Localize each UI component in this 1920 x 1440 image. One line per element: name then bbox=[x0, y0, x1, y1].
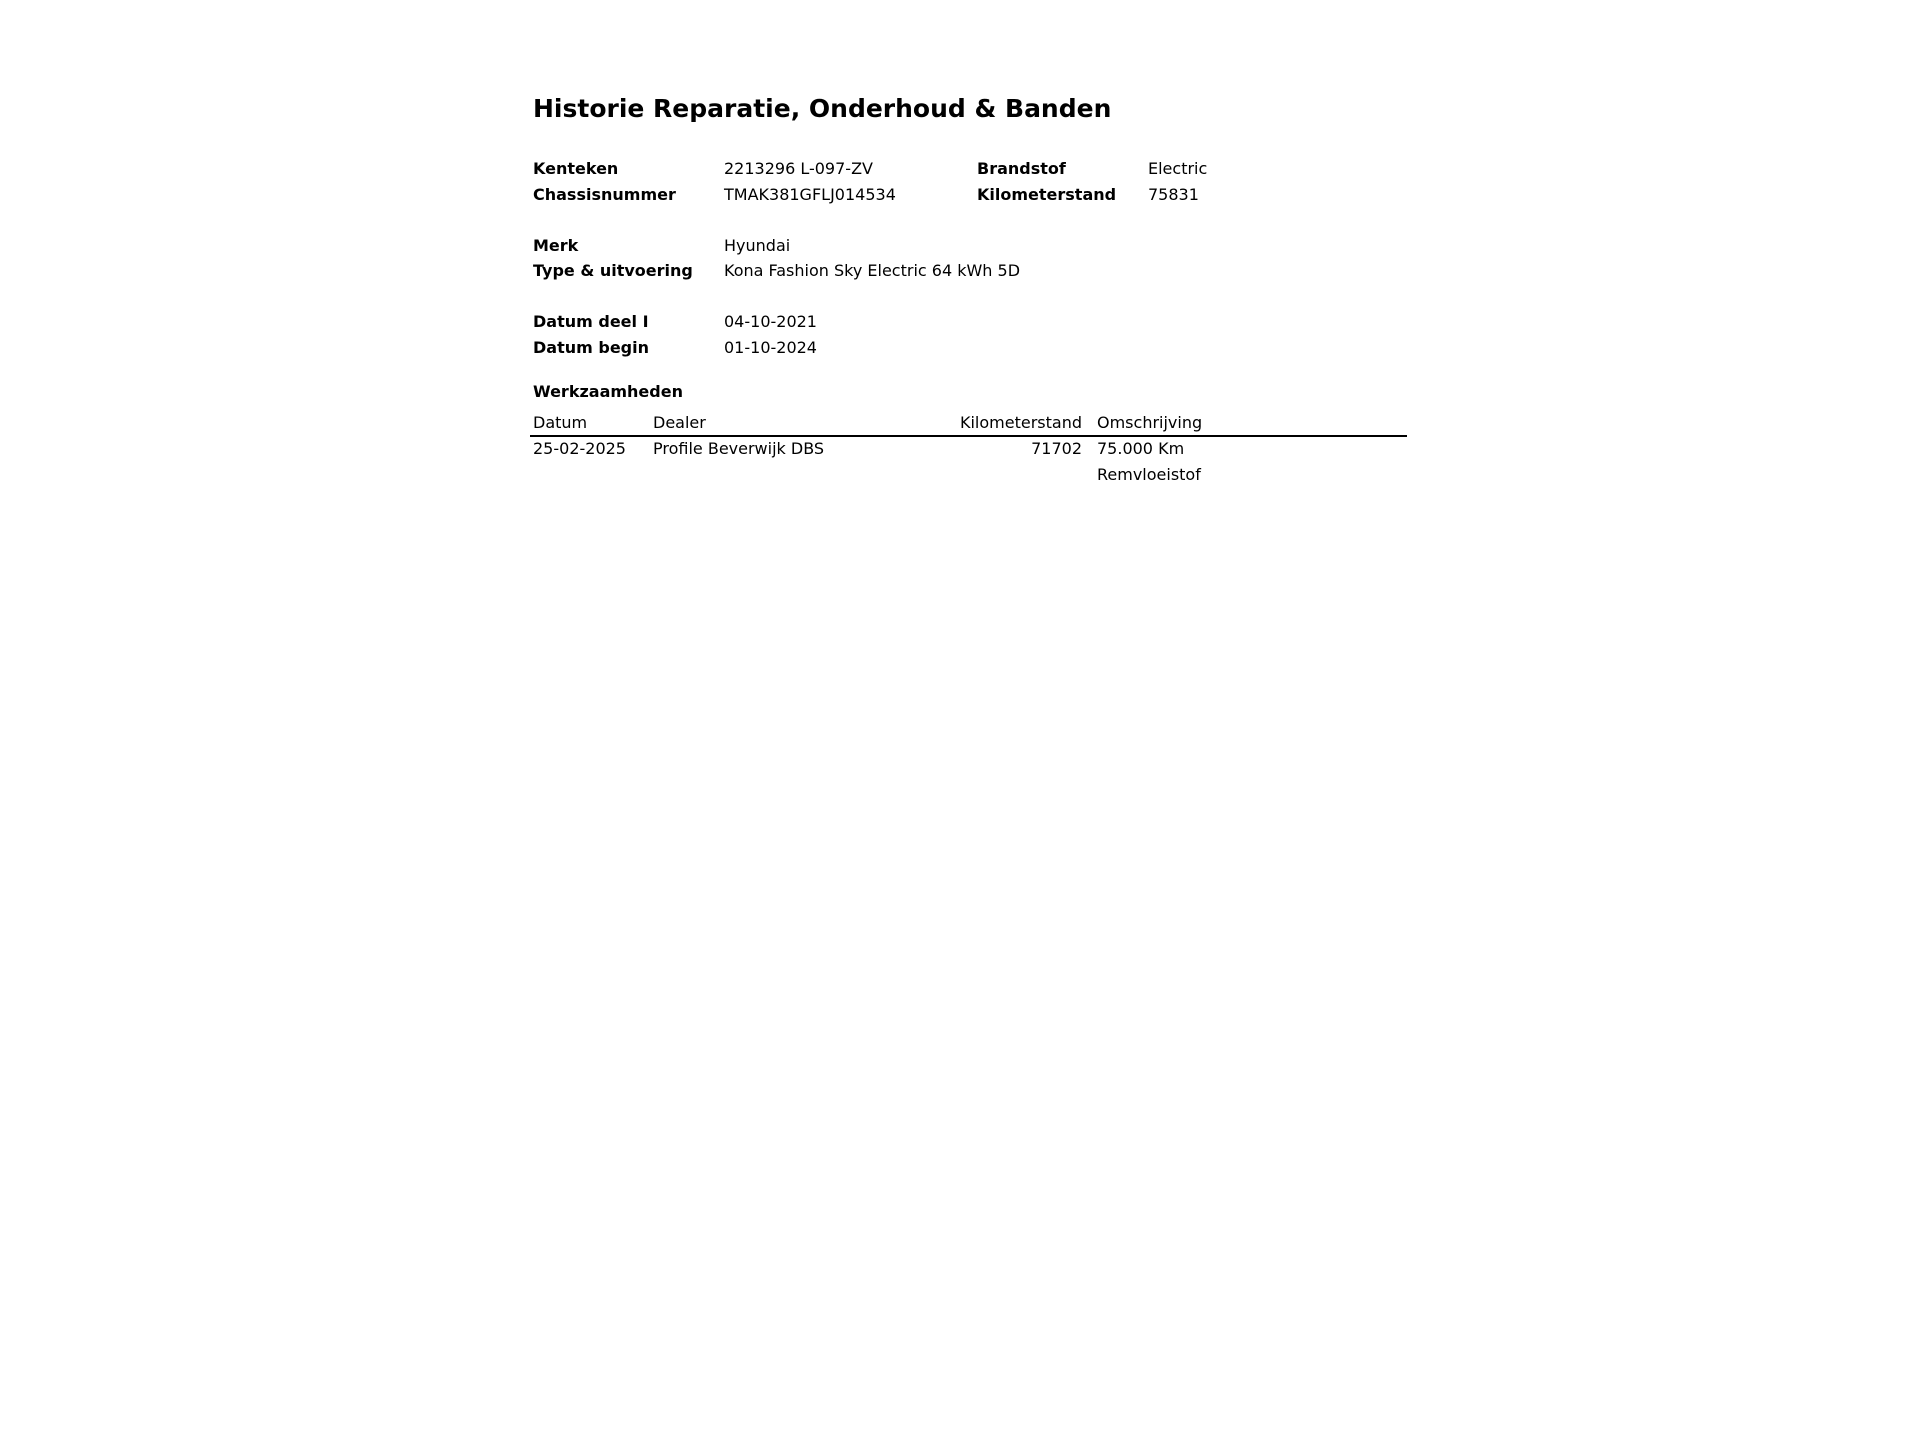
kenteken-label: Kenteken bbox=[533, 159, 619, 178]
datum-deel-label: Datum deel I bbox=[533, 312, 649, 331]
brandstof-label: Brandstof bbox=[977, 159, 1066, 178]
row-kilometerstand: 71702 bbox=[1031, 439, 1082, 458]
kilometerstand-value: 75831 bbox=[1148, 185, 1199, 204]
chassisnummer-label: Chassisnummer bbox=[533, 185, 676, 204]
type-uitvoering-value: Kona Fashion Sky Electric 64 kWh 5D bbox=[724, 261, 1021, 280]
brandstof-value: Electric bbox=[1148, 159, 1208, 178]
row-dealer: Profile Beverwijk DBS bbox=[653, 439, 825, 458]
chassisnummer-value: TMAK381GFLJ014534 bbox=[724, 185, 896, 204]
datum-begin-label: Datum begin bbox=[533, 338, 649, 357]
row-omschrijving-line-1: 75.000 Km bbox=[1097, 439, 1185, 458]
type-uitvoering-label: Type & uitvoering bbox=[533, 261, 693, 280]
page-title: Historie Reparatie, Onderhoud & Banden bbox=[533, 94, 1112, 123]
kenteken-value: 2213296 L-097-ZV bbox=[724, 159, 873, 178]
row-datum: 25-02-2025 bbox=[533, 439, 626, 458]
table-header-divider bbox=[530, 435, 1407, 437]
row-omschrijving-line-2: Remvloeistof bbox=[1097, 465, 1201, 484]
merk-value: Hyundai bbox=[724, 236, 791, 255]
werkzaamheden-title: Werkzaamheden bbox=[533, 382, 683, 401]
merk-label: Merk bbox=[533, 236, 579, 255]
column-header-kilometerstand: Kilometerstand bbox=[959, 413, 1082, 432]
kilometerstand-label: Kilometerstand bbox=[977, 185, 1117, 204]
column-header-omschrijving: Omschrijving bbox=[1097, 413, 1203, 432]
column-header-dealer: Dealer bbox=[653, 413, 706, 432]
datum-deel-value: 04-10-2021 bbox=[724, 312, 817, 331]
datum-begin-value: 01-10-2024 bbox=[724, 338, 817, 357]
column-header-datum: Datum bbox=[533, 413, 588, 432]
